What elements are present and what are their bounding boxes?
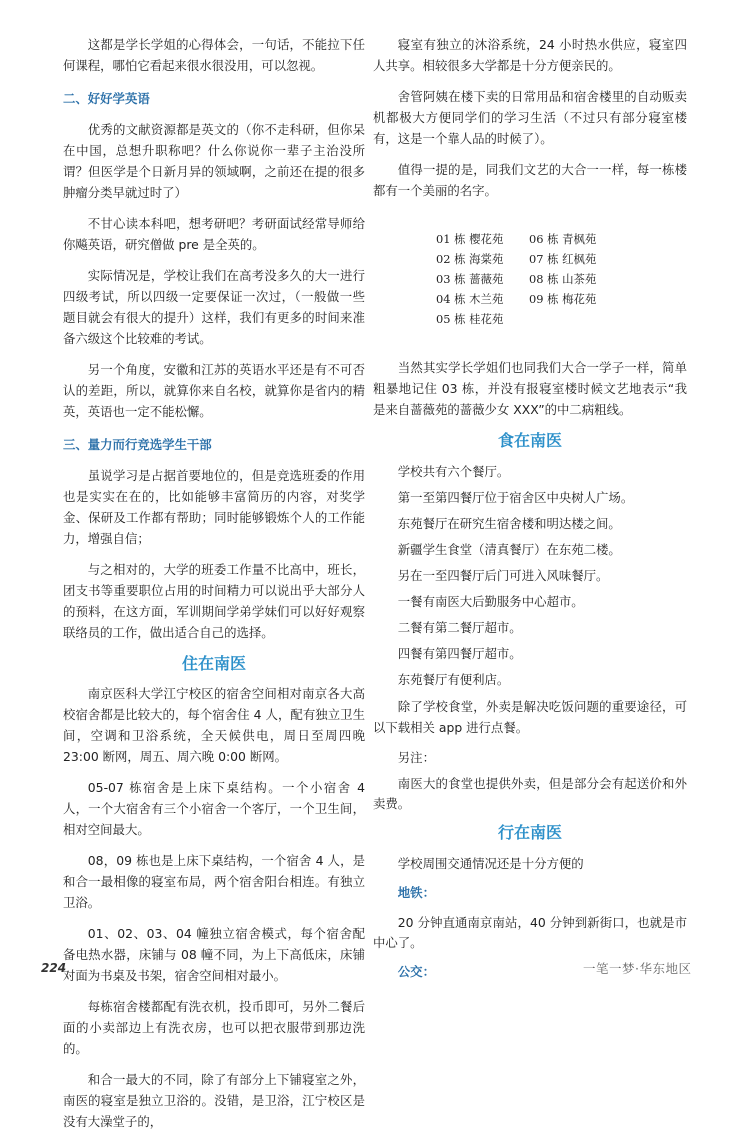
subheading-english: 二、好好学英语 xyxy=(63,91,150,106)
paragraph: 四餐有第四餐厅超市。 xyxy=(397,646,522,661)
paragraph: 学校周围交通情况还是十分方便的 xyxy=(397,856,584,871)
paragraph: 实际情况是，学校让我们在高考没多久的大一进行四级考试，所以四级一定要保证一次过，（一般做一些题目就会有很大的提升）这样，我们有更多的时间来准备六级这个比较难的考试。 xyxy=(63,268,365,346)
building-name: 07 栋 红枫苑 xyxy=(529,252,597,266)
paragraph: 除了学校食堂，外卖是解决吃饭问题的重要途径，可以下载相关 app 进行点餐。 xyxy=(373,699,687,735)
paragraph: 这都是学长学姐的心得体会，一句话，不能拉下任何课程，哪怕它看起来很水很没用，可以忽视。 xyxy=(63,37,365,73)
page-number: 224 xyxy=(41,961,67,975)
section-heading-live: 住在南医 xyxy=(181,654,246,673)
paragraph: 01、02、03、04 幢独立宿舍模式，每个宿舍配备电热水器，床铺与 08 幢不同，为上下高低床，床铺对面为书桌及书架，宿舍空间相对最小。 xyxy=(63,926,365,983)
right-column xyxy=(373,34,687,992)
paragraph: 每栋宿舍楼都配有洗衣机，投币即可，另外二餐后面的小卖部边上有洗衣房，也可以把衣服带到那边洗的。 xyxy=(63,999,365,1056)
paragraph: 另在一至四餐厅后门可进入风味餐厅。 xyxy=(397,568,609,583)
section-heading-eat: 食在南医 xyxy=(497,431,562,450)
paragraph: 05-07 栋宿舍是上床下桌结构。一个小宿舍 4 人，一个大宿舍有三个小宿舍一个客厅，一个卫生间，相对空间最大。 xyxy=(63,780,365,837)
building-name: 04 栋 木兰苑 xyxy=(436,292,504,306)
paragraph: 一餐有南医大后勤服务中心超市。 xyxy=(397,594,584,609)
subheading-student-cadre: 三、量力而行竞选学生干部 xyxy=(63,437,212,452)
paragraph: 08，09 栋也是上床下桌结构，一个宿舍 4 人，是和合一最相像的寝室布局，两个宿舍阳台相连。有独立卫浴。 xyxy=(63,853,365,910)
building-name: 09 栋 梅花苑 xyxy=(529,292,597,306)
paragraph: 新疆学生食堂（清真餐厅）在东苑二楼。 xyxy=(397,542,621,557)
paragraph: 20 分钟直通南京南站，40 分钟到新街口，也就是市中心了。 xyxy=(373,915,687,950)
building-name-list xyxy=(436,229,646,329)
building-name: 06 栋 青枫苑 xyxy=(529,232,597,246)
label-metro: 地铁： xyxy=(397,885,435,900)
paragraph: 南京医科大学江宁校区的宿舍空间相对南京各大高校宿舍都是比较大的，每个宿舍住 4 人，配有独立卫生间，空调和卫浴系统，全天候供电，周日至周四晚 23:00 断网，周五、周六晚 0:00 断网。 xyxy=(63,686,365,764)
paragraph: 和合一最大的不同，除了有部分上下铺寝室之外，南医的寝室是独立卫浴的。没错，是卫浴，江宁校区是没有大澡堂子的， xyxy=(63,1072,365,1129)
paragraph: 值得一提的是，同我们文艺的大合一一样，每一栋楼都有一个美丽的名字。 xyxy=(373,162,687,198)
paragraph: 另一个角度，安徽和江苏的英语水平还是有不可否认的差距，所以，就算你来自名校，就算你是省内的精英，英语也一定不能松懈。 xyxy=(63,362,365,419)
paragraph: 第一至第四餐厅位于宿舍区中央树人广场。 xyxy=(397,490,634,505)
building-name: 01 栋 樱花苑 xyxy=(436,232,504,246)
building-name: 03 栋 蔷薇苑 xyxy=(436,272,504,286)
paragraph: 当然其实学长学姐们也同我们大合一学子一样，简单粗暴地记住 03 栋，并没有报寝室楼时候文艺地表示“我是来自蔷薇苑的蔷薇少女 XXX”的中二病粗线。 xyxy=(373,360,687,417)
paragraph: 舍管阿姨在楼下卖的日常用品和宿舍楼里的自动贩卖机都极大方便同学们的学习生活（不过只有部分寝室楼有，这是一个靠人品的时候了）。 xyxy=(373,89,687,146)
paragraph: 不甘心读本科吧，想考研吧？考研面试经常导师给你飚英语，研究僧做 pre 是全英的。 xyxy=(63,216,365,252)
building-name: 02 栋 海棠苑 xyxy=(436,252,504,266)
paragraph: 东苑餐厅有便利店。 xyxy=(397,672,510,687)
paragraph: 东苑餐厅在研究生宿舍楼和明达楼之间。 xyxy=(397,516,621,531)
paragraph: 寝室有独立的沐浴系统，24 小时热水供应，寝室四人共享。相较很多大学都是十分方便亲民的。 xyxy=(373,37,687,73)
paragraph: 南医大的食堂也提供外卖，但是部分会有起送价和外卖费。 xyxy=(373,776,687,811)
paragraph: 另注： xyxy=(397,750,435,765)
paragraph: 优秀的文献资源都是英文的（你不走科研，但你呆在中国，总想升职称吧？什么你说你一辈子主治没所谓？但医学是个日新月异的领域啊，之前还在提的很多肿瘤分类早就过时了） xyxy=(63,122,365,200)
label-bus: 公交： xyxy=(397,964,435,979)
paragraph: 学校共有六个餐厅。 xyxy=(397,464,510,479)
paragraph: 与之相对的，大学的班委工作量不比高中，班长，团支书等重要职位占用的时间精力可以说出乎大部分人的预料，在这方面，军训期间学弟学妹们可以好好观察联络员的工作，做出适合自己的选择。 xyxy=(63,562,365,640)
building-name: 05 栋 桂花苑 xyxy=(436,312,504,326)
building-name: 08 栋 山茶苑 xyxy=(529,272,597,286)
left-column xyxy=(63,34,365,1142)
section-heading-travel: 行在南医 xyxy=(497,823,562,842)
paragraph: 二餐有第二餐厅超市。 xyxy=(397,620,522,635)
paragraph: 虽说学习是占据首要地位的，但是竞选班委的作用也是实实在在的，比如能够丰富简历的内容，对奖学金、保研及工作都有帮助；同时能够锻炼个人的工作能力，增强自信； xyxy=(63,468,365,546)
footer-series-title: 一笔一梦·华东地区 xyxy=(583,961,692,976)
